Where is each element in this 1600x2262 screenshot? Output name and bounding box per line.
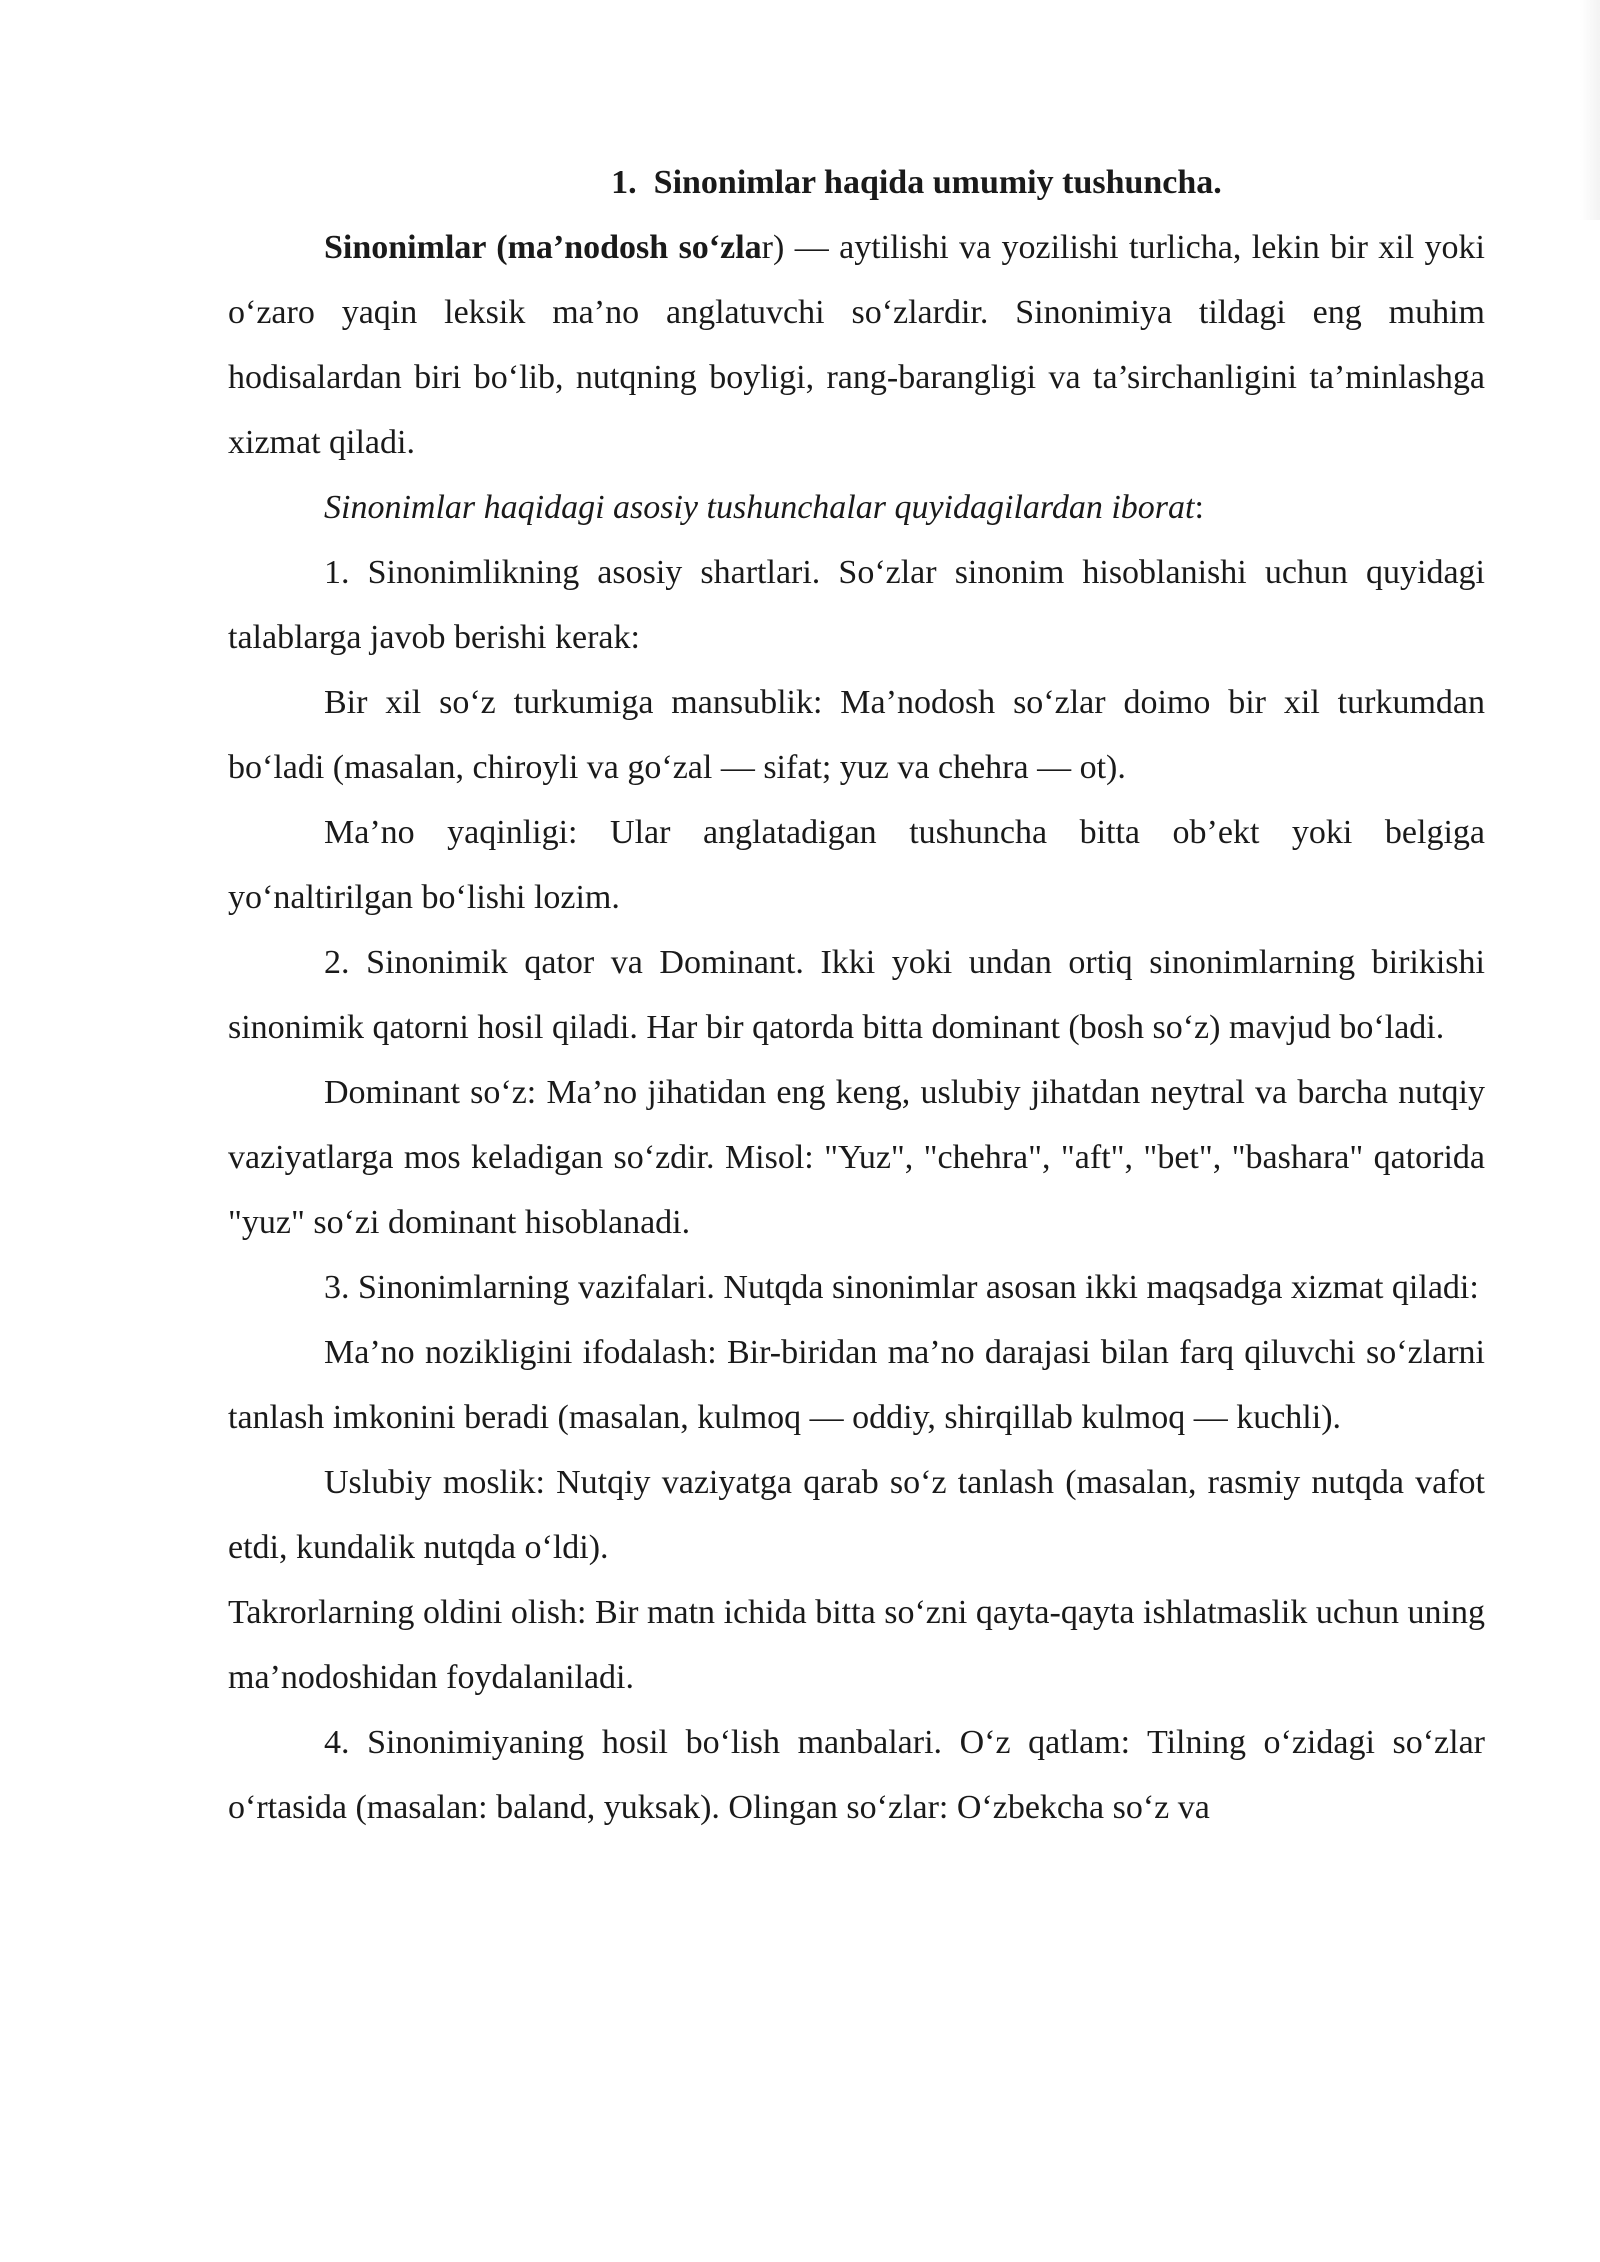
heading-number: 1. — [611, 164, 637, 201]
paragraph-sources: 4. Sinonimiyaning hosil bo‘lish manbalari. O‘z qatlam: Tilning o‘zidagi so‘zlar o‘rtasida (masalan: baland, yuksak). Olingan so‘zlar: O‘zbekcha so‘z va — [228, 1724, 1485, 1826]
paragraph-conditions: 1. Sinonimlikning asosiy shartlari. So‘zlar sinonim hisoblanishi uchun quyidagi talablarga javob berishi kerak: — [228, 554, 1485, 656]
document-body — [228, 150, 1485, 1840]
paragraph-functions: 3. Sinonimlarning vazifalari. Nutqda sinonimlar asosan ikki maqsadga xizmat qiladi: — [324, 1269, 1479, 1306]
section-heading — [228, 150, 1485, 215]
defined-term-tail: r) — [761, 229, 785, 266]
paragraph-meaning-closeness: Ma’no yaqinligi: Ular anglatadigan tushuncha bitta ob’ekt yoki belgiga yo‘naltirilgan bo‘lishi lozim. — [228, 814, 1485, 916]
paragraph-intro — [228, 475, 1485, 540]
paragraph-same-class: Bir xil so‘z turkumiga mansublik: Ma’nodosh so‘zlar doimo bir xil turkumdan bo‘ladi (masalan, chiroyli va go‘zal — sifat; yuz va chehra — ot). — [228, 684, 1485, 786]
intro-italic: Sinonimlar haqidagi asosiy tushunchalar quyidagilardan iborat — [324, 489, 1195, 526]
paragraph-dominant-row: 2. Sinonimik qator va Dominant. Ikki yoki undan ortiq sinonimlarning birikishi sinonimik qatorni hosil qiladi. Har bir qatorda bitta dominant (bosh so‘z) mavjud bo‘ladi. — [228, 944, 1485, 1046]
defined-term: Sinonimlar (ma’nodosh so‘zla — [324, 229, 762, 266]
paragraph-style: Uslubiy moslik: Nutqiy vaziyatga qarab so‘z tanlash (masalan, rasmiy nutqda vafot etdi, kundalik nutqda o‘ldi). — [228, 1464, 1485, 1566]
paragraph-nuance: Ma’no nozikligini ifodalash: Bir-biridan ma’no darajasi bilan farq qiluvchi so‘zlarni tanlash imkonini beradi (masalan, kulmoq — oddiy, shirqillab kulmoq — kuchli). — [228, 1334, 1485, 1436]
paragraph-repetition: Takrorlarning oldini olish: Bir matn ichida bitta so‘zni qayta-qayta ishlatmaslik uchun uning ma’nodoshidan foydalaniladi. — [228, 1594, 1485, 1696]
paragraph-dominant-word: Dominant so‘z: Ma’no jihatidan eng keng, uslubiy jihatdan neytral va barcha nutqiy vaziyatlarga mos keladigan so‘zdir. Misol: "Yuz", "chehra", "aft", "bet", "bashara" qatorida "yuz" so‘zi dominant hisoblanadi. — [228, 1074, 1485, 1241]
paragraph-definition — [228, 215, 1485, 475]
heading-title: Sinonimlar haqida umumiy tushuncha. — [653, 164, 1222, 201]
intro-tail: : — [1194, 489, 1204, 526]
definition-text: — aytilishi va yozilishi turlicha, lekin bir xil yoki o‘zaro yaqin leksik ma’no anglatuvchi so‘zlardir. Sinonimiya tildagi eng muhim hodisalardan biri bo‘lib, nutqning boyligi, rang-barangligi va ta’sirchanligini ta’minlashga xizmat qiladi. — [228, 229, 1486, 461]
page-edge-shadow — [1580, 0, 1600, 220]
